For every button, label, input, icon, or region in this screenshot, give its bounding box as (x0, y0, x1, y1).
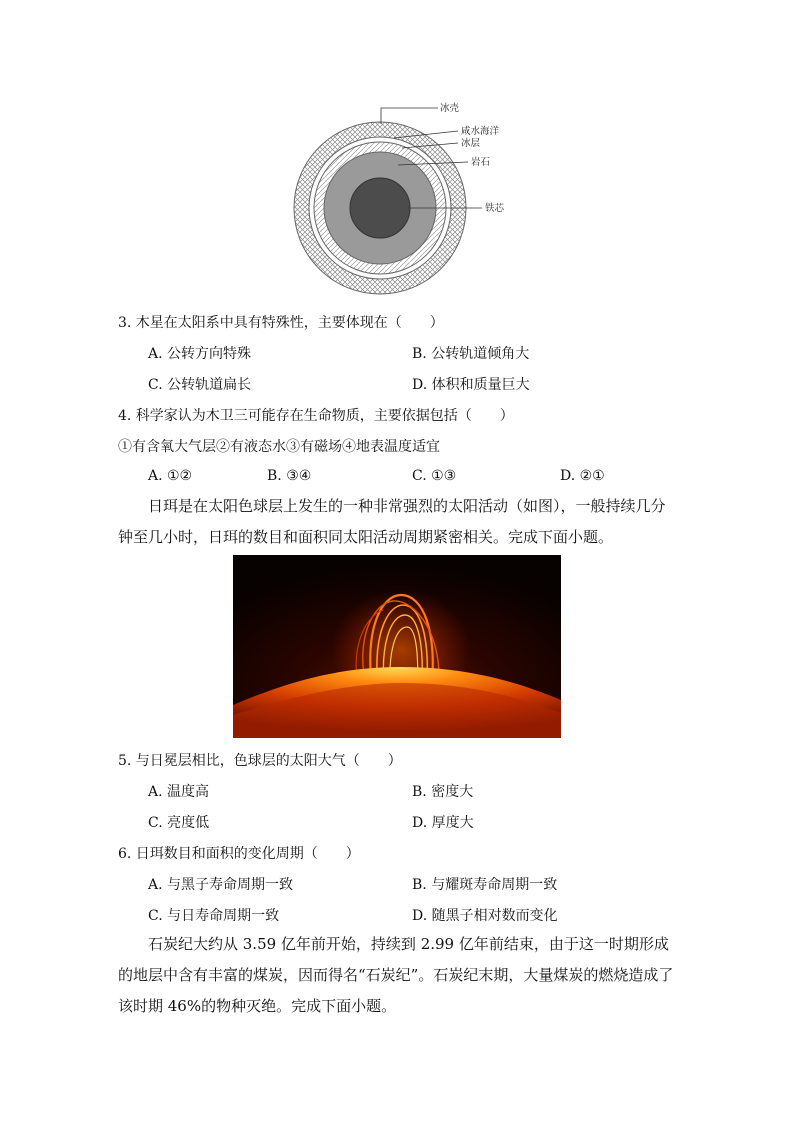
solar-prominence-image (233, 555, 561, 738)
q5-stem: 5. 与日冕层相比，色球层的太阳大气（ ） (118, 753, 402, 769)
ice-shell-label: 冰壳 (440, 103, 460, 114)
salt-ocean-label: 咸水海洋 (461, 126, 500, 137)
passage-carboniferous: 石炭纪大约从 3.59 亿年前开始，持续到 2.99 亿年前结束，由于这一时期形成的地层中含有丰富的煤炭，因而得名“石炭纪”。石炭纪末期，大量煤炭的燃烧造成了该时期 46%的物种灭绝。完成下面小题。 (118, 935, 674, 1015)
q6-option-a[interactable]: A. 与黑子寿命周期一致 (148, 877, 294, 893)
q5-option-a[interactable]: A. 温度高 (148, 784, 210, 800)
q6-option-c[interactable]: C. 与日寿命周期一致 (148, 908, 280, 924)
q5-option-c[interactable]: C. 亮度低 (148, 815, 210, 831)
q6-option-b[interactable]: B. 与耀斑寿命周期一致 (412, 877, 558, 893)
q4-option-d[interactable]: D. ②① (560, 468, 605, 484)
q4-option-b[interactable]: B. ③④ (267, 468, 312, 484)
ganymede-structure-diagram (280, 92, 530, 302)
passage-prominence: 日珥是在太阳色球层上发生的一种非常强烈的太阳活动（如图），一般持续几分钟至几小时，日珥的数目和面积同太阳活动周期紧密相关。完成下面小题。 (118, 497, 666, 546)
q4-items: ①有含氧大气层②有液态水③有磁场④地表温度适宜 (118, 439, 440, 455)
q4-stem: 4. 科学家认为木卫三可能存在生命物质，主要依据包括（ ） (118, 408, 514, 424)
q6-stem: 6. 日珥数目和面积的变化周期（ ） (118, 846, 360, 862)
ice-layer-label: 冰层 (461, 138, 481, 149)
q5-option-b[interactable]: B. 密度大 (412, 784, 474, 800)
iron-core (350, 178, 410, 238)
q5-option-d[interactable]: D. 厚度大 (412, 815, 474, 831)
q4-option-c[interactable]: C. ①③ (412, 468, 457, 484)
iron-core-label: 铁芯 (485, 203, 505, 214)
q3-option-c[interactable]: C. 公转轨道扁长 (148, 377, 252, 393)
q3-option-b[interactable]: B. 公转轨道倾角大 (412, 346, 530, 362)
q3-stem: 3. 木星在太阳系中具有特殊性，主要体现在（ ） (118, 315, 444, 331)
q4-option-a[interactable]: A. ①② (148, 468, 193, 484)
q3-option-a[interactable]: A. 公转方向特殊 (148, 346, 252, 362)
q6-option-d[interactable]: D. 随黑子相对数而变化 (412, 908, 558, 924)
ice-shell-leader (381, 108, 438, 124)
rock-label: 岩石 (471, 157, 491, 168)
q3-option-d[interactable]: D. 体积和质量巨大 (412, 377, 530, 393)
